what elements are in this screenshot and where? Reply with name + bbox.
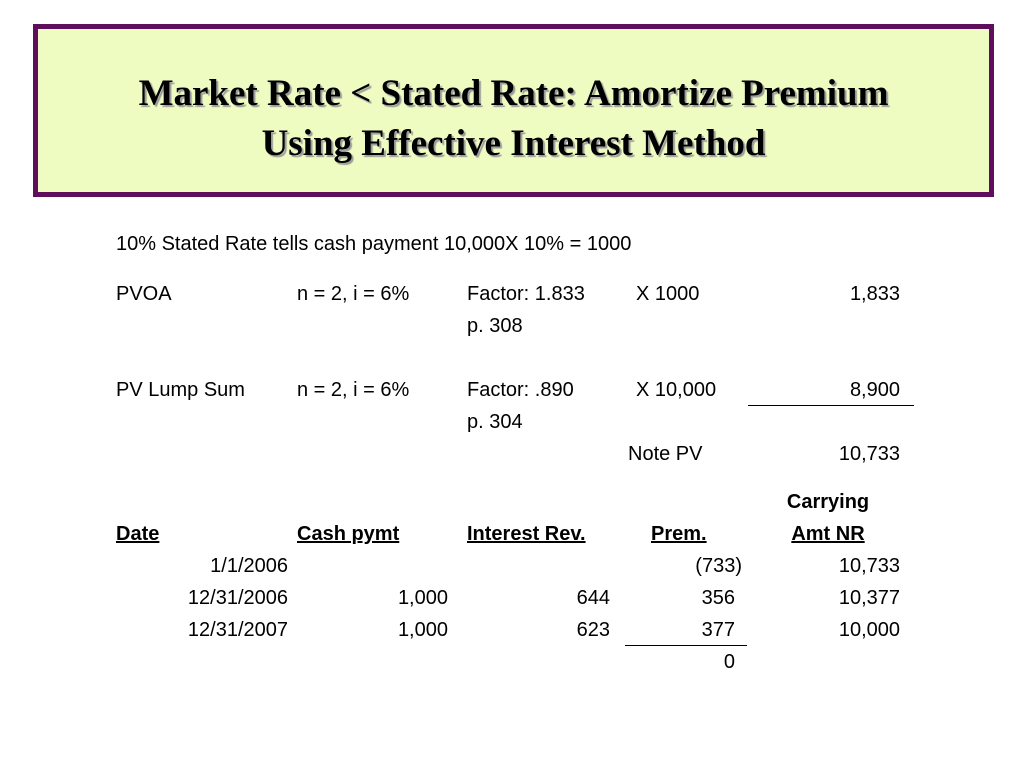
header-carrying-line-1: Carrying — [786, 491, 870, 513]
pv-lump-page: p. 304 — [467, 411, 523, 433]
pv-lump-multiplier: X 10,000 — [636, 379, 717, 401]
row-1-date: 1/1/2006 — [210, 555, 288, 577]
header-interest-revenue: Interest Rev. — [467, 523, 586, 545]
note-pv-value: 10,733 — [838, 443, 900, 465]
pv-lump-factor: Factor: .890 — [467, 379, 574, 401]
header-carrying-line-2: Amt NR — [791, 523, 865, 545]
row-2-interest: 644 — [576, 587, 610, 609]
row-3-cash: 1,000 — [397, 619, 448, 641]
title-box — [33, 24, 994, 197]
row-2-date: 12/31/2006 — [187, 587, 288, 609]
pvoa-value: 1,833 — [849, 283, 900, 305]
pvoa-page: p. 308 — [467, 315, 523, 337]
row-3-carrying: 10,000 — [838, 619, 900, 641]
pv-lump-label: PV Lump Sum — [116, 379, 245, 401]
row-3-premium: 377 — [701, 619, 735, 641]
note-pv-label: Note PV — [628, 443, 703, 465]
row-2-carrying: 10,377 — [838, 587, 900, 609]
pvoa-factor: Factor: 1.833 — [467, 283, 585, 305]
premium-underline — [625, 645, 747, 646]
pvoa-label: PVOA — [116, 283, 172, 305]
row-1-carrying: 10,733 — [838, 555, 900, 577]
row-3-interest: 623 — [576, 619, 610, 641]
row-1-premium: (733) — [695, 555, 742, 577]
row-3-date: 12/31/2007 — [187, 619, 288, 641]
slide-title-line-2: Using Effective Interest Method — [261, 123, 766, 164]
pvoa-multiplier: X 1000 — [636, 283, 700, 305]
header-premium: Prem. — [651, 523, 707, 545]
sum-underline — [748, 405, 914, 406]
slide-title-line-1: Market Rate < Stated Rate: Amortize Premium — [138, 73, 889, 114]
premium-total: 0 — [723, 651, 735, 673]
pv-lump-value: 8,900 — [849, 379, 900, 401]
row-2-cash: 1,000 — [397, 587, 448, 609]
row-2-premium: 356 — [701, 587, 735, 609]
pvoa-params: n = 2, i = 6% — [297, 283, 410, 305]
pv-lump-params: n = 2, i = 6% — [297, 379, 410, 401]
header-cash-payment: Cash pymt — [297, 523, 400, 545]
header-date: Date — [116, 523, 160, 545]
intro-text: 10% Stated Rate tells cash payment 10,000X 10% = 1000 — [116, 233, 632, 255]
